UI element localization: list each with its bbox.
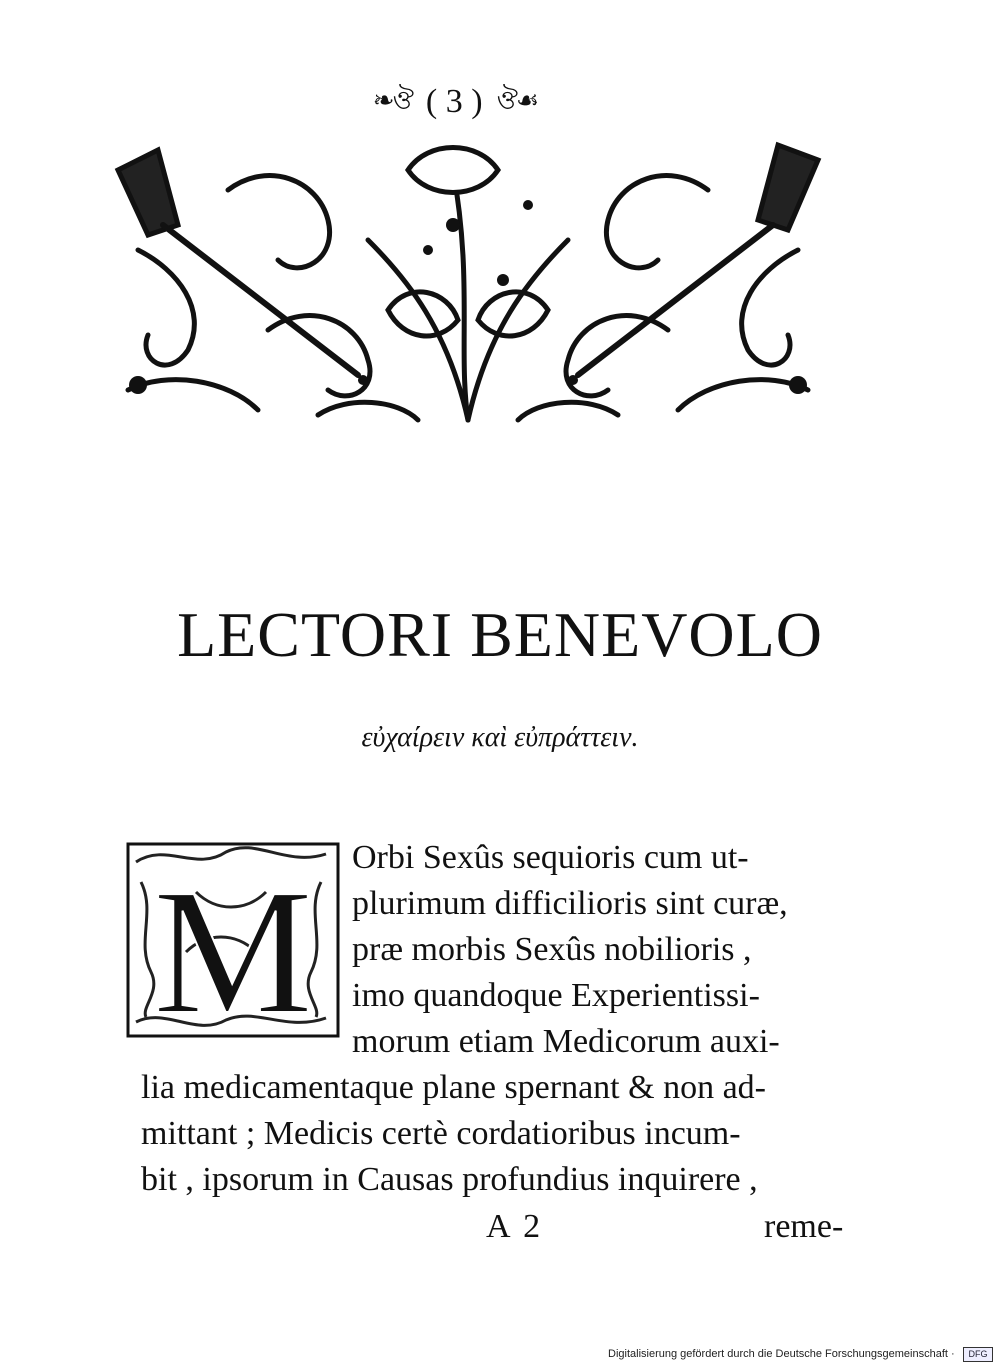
text-line: lia medicamentaque plane spernant & non ad-: [141, 1069, 766, 1106]
text-line: mittant ; Medicis certè cordatioribus incum-: [141, 1115, 741, 1152]
dfg-logo-icon: DFG: [963, 1347, 993, 1362]
page-header: [330, 82, 580, 122]
header-ornament-left: ❧ঔ: [372, 86, 412, 115]
page-number: ( 3 ): [425, 83, 483, 120]
floral-headpiece-ornament: [108, 130, 828, 430]
digitization-credit: Digitalisierung gefördert durch die Deutsche Forschungsgemeinschaft ·: [608, 1348, 955, 1360]
text-line: morum etiam Medicorum auxi-: [352, 1023, 780, 1060]
decorated-initial-letter: [126, 842, 340, 1038]
greek-salutation: εὐχαίρειν καὶ εὐπράττειν.: [361, 722, 639, 753]
header-ornament-right: ঔ☙: [496, 86, 538, 115]
section-title: LECTORI BENEVOLO: [177, 599, 823, 670]
text-line: Orbi Sexûs sequioris cum ut-: [352, 839, 749, 876]
text-line: imo quandoque Experientissi-: [352, 977, 760, 1014]
signature-mark: A 2: [486, 1208, 544, 1245]
initial-letter-glyph: M: [152, 852, 314, 1038]
catchword: reme-: [764, 1208, 844, 1245]
text-line: plurimum difficilioris sint curæ,: [352, 885, 788, 922]
text-line: præ morbis Sexûs nobilioris ,: [352, 931, 752, 968]
text-line: bit , ipsorum in Causas profundius inquirere ,: [141, 1161, 758, 1198]
